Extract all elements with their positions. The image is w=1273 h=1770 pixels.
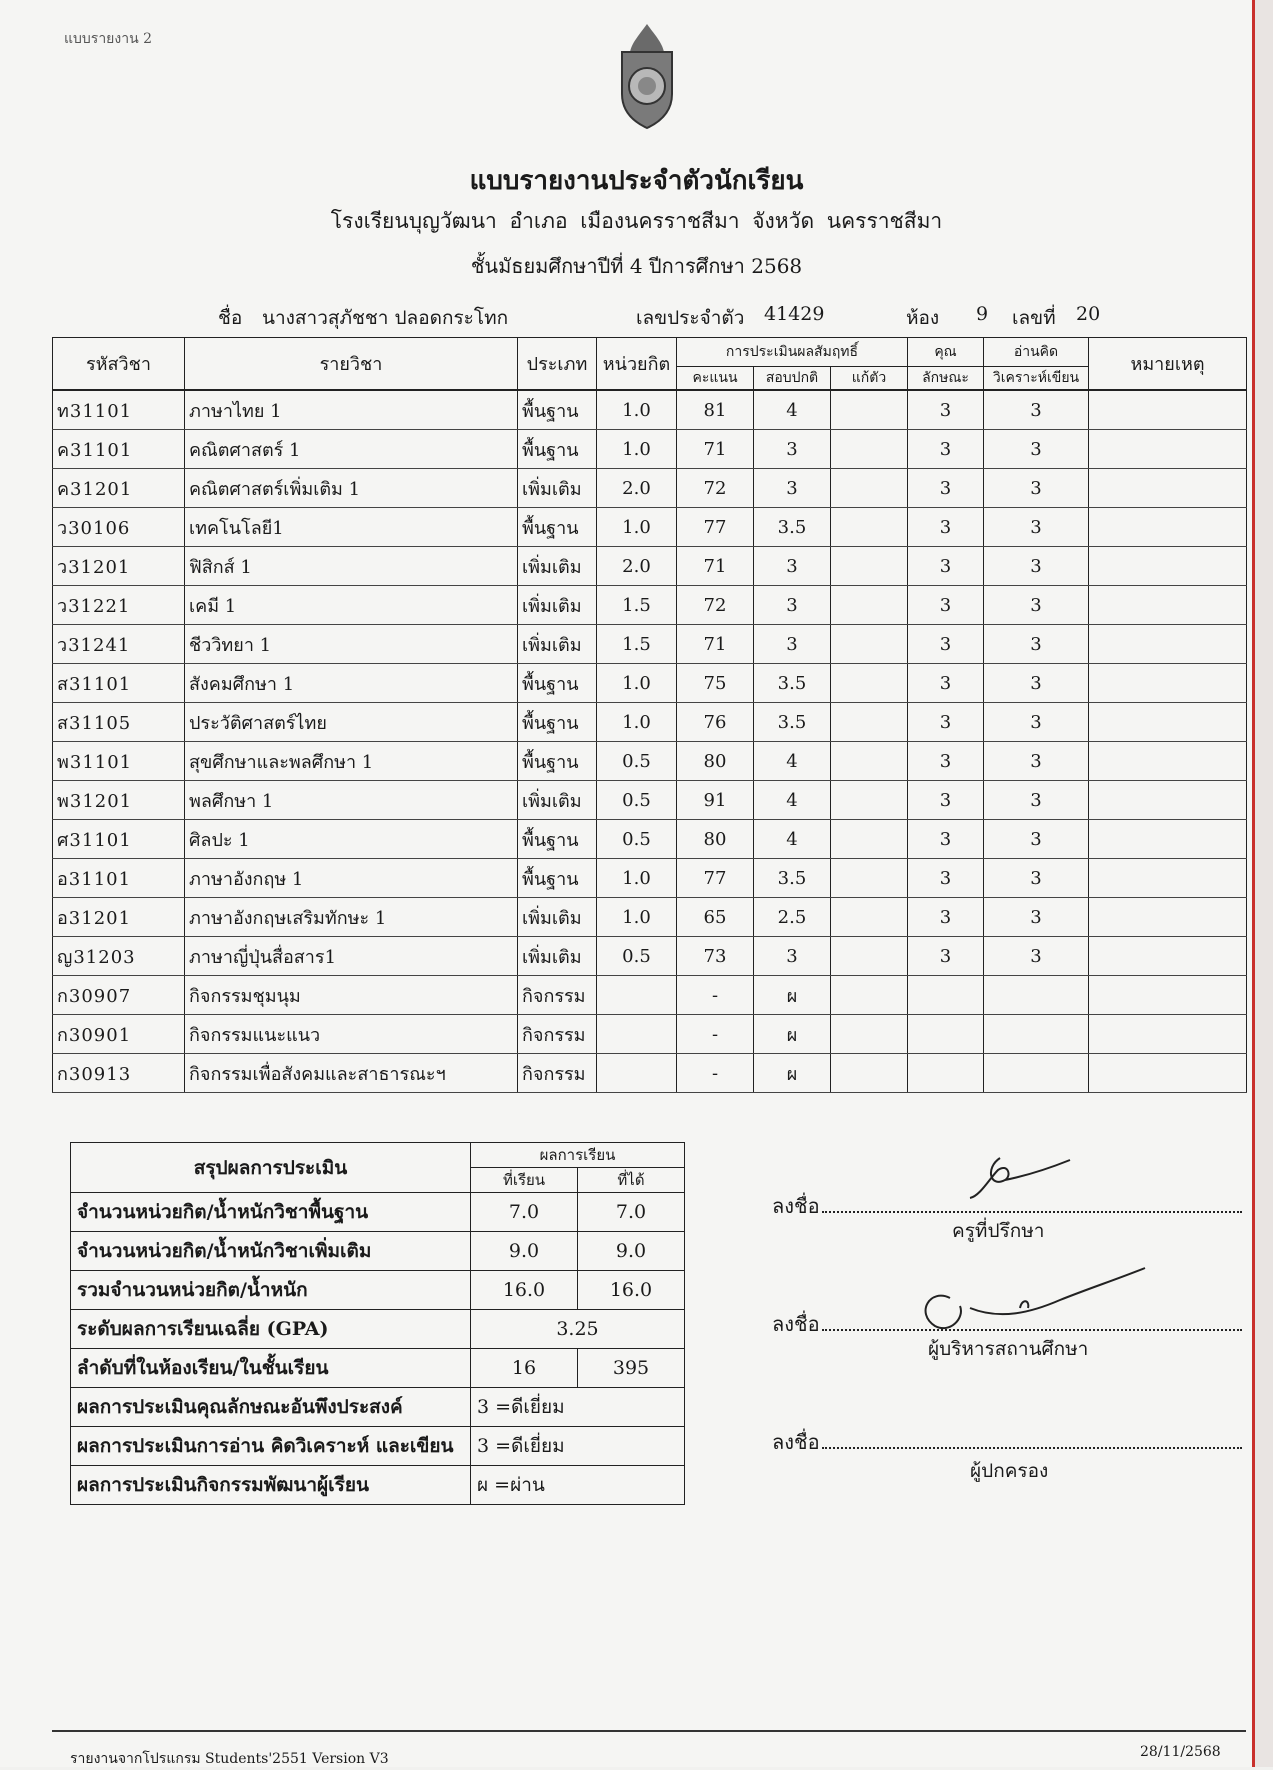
- cell-trait: 3: [908, 586, 984, 625]
- director-signature-mark: [910, 1258, 1150, 1338]
- cell-trait: [908, 1015, 984, 1054]
- student-name: นางสาวสุภัชชา ปลอดกระโทก: [262, 307, 509, 329]
- student-id-label: เลขประจำตัว: [636, 307, 745, 329]
- cell-remark: [1089, 820, 1247, 859]
- cell-type: พื้นฐาน: [518, 859, 597, 898]
- cell-grade: 4: [754, 390, 831, 430]
- cell-grade: ผ: [754, 976, 831, 1015]
- cell-type: เพิ่มเติม: [518, 586, 597, 625]
- cell-reading: 3: [984, 742, 1089, 781]
- cell-credit: 1.0: [597, 430, 677, 469]
- cell-type: เพิ่มเติม: [518, 898, 597, 937]
- cell-credit: 0.5: [597, 820, 677, 859]
- cell-code: ว31241: [53, 625, 185, 664]
- cell-score: 81: [677, 390, 754, 430]
- cell-credit: [597, 1015, 677, 1054]
- cell-reading: 3: [984, 390, 1089, 430]
- cell-type: พื้นฐาน: [518, 664, 597, 703]
- cell-reading: 3: [984, 820, 1089, 859]
- header-score: คะแนน: [677, 367, 754, 391]
- cell-grade: 3.5: [754, 703, 831, 742]
- cell-remark: [1089, 469, 1247, 508]
- gpa-label: ระดับผลการเรียนเฉลี่ย (GPA): [71, 1310, 471, 1349]
- cell-subject: ชีววิทยา 1: [185, 625, 518, 664]
- header-assessment: การประเมินผลสัมฤทธิ์: [677, 338, 908, 367]
- cell-trait: 3: [908, 547, 984, 586]
- result-header: ผลการเรียน: [471, 1143, 685, 1168]
- room-label: ห้อง: [906, 307, 940, 329]
- cell-type: เพิ่มเติม: [518, 937, 597, 976]
- cell-type: พื้นฐาน: [518, 742, 597, 781]
- cell-grade: 4: [754, 820, 831, 859]
- header-type: ประเภท: [518, 338, 597, 391]
- cell-trait: 3: [908, 781, 984, 820]
- table-row: [53, 781, 1247, 820]
- cell-reading: 3: [984, 898, 1089, 937]
- cell-code: พ31201: [53, 781, 185, 820]
- cell-score: 77: [677, 508, 754, 547]
- room-number: 9: [976, 303, 989, 325]
- parent-signature-line: [772, 1426, 1242, 1458]
- cell-code: ว31201: [53, 547, 185, 586]
- summary-row: [71, 1232, 685, 1271]
- cell-type: พื้นฐาน: [518, 508, 597, 547]
- cell-trait: 3: [908, 625, 984, 664]
- table-row: [53, 1015, 1247, 1054]
- cell-grade: 3: [754, 625, 831, 664]
- cell-remark: [1089, 859, 1247, 898]
- summary-row: [71, 1466, 685, 1505]
- cell-retest: [831, 1054, 908, 1093]
- cell-type: พื้นฐาน: [518, 390, 597, 430]
- trait-result-label: ผลการประเมินคุณลักษณะอันพึงประสงค์: [71, 1388, 471, 1427]
- cell-score: 73: [677, 937, 754, 976]
- cell-remark: [1089, 742, 1247, 781]
- basic-credit-earned: 7.0: [578, 1193, 685, 1232]
- summary-row: [71, 1349, 685, 1388]
- cell-remark: [1089, 781, 1247, 820]
- cell-reading: [984, 1054, 1089, 1093]
- basic-credit-label: จำนวนหน่วยกิต/น้ำหนักวิชาพื้นฐาน: [71, 1193, 471, 1232]
- cell-credit: 0.5: [597, 742, 677, 781]
- cell-reading: [984, 1015, 1089, 1054]
- cell-remark: [1089, 547, 1247, 586]
- earned-header: ที่ได้: [578, 1168, 685, 1193]
- cell-trait: 3: [908, 390, 984, 430]
- cell-reading: 3: [984, 469, 1089, 508]
- total-credit-earned: 16.0: [578, 1271, 685, 1310]
- rank-in-grade: 395: [578, 1349, 685, 1388]
- school-line: โรงเรียนบุญวัฒนา อำเภอ เมืองนครราชสีมา จังหวัด นครราชสีมา: [330, 209, 943, 233]
- cell-retest: [831, 1015, 908, 1054]
- cell-credit: [597, 1054, 677, 1093]
- cell-remark: [1089, 390, 1247, 430]
- header-trait-line1: คุณ: [934, 344, 957, 360]
- cell-reading: 3: [984, 547, 1089, 586]
- cell-type: เพิ่มเติม: [518, 547, 597, 586]
- cell-remark: [1089, 937, 1247, 976]
- cell-subject: ภาษาญี่ปุ่นสื่อสาร1: [185, 937, 518, 976]
- cell-type: พื้นฐาน: [518, 820, 597, 859]
- header-reading-line1: อ่านคิด: [1013, 344, 1059, 360]
- header-grade: สอบปกติ: [754, 367, 831, 391]
- cell-score: -: [677, 1015, 754, 1054]
- table-row: [53, 859, 1247, 898]
- table-row: [53, 430, 1247, 469]
- cell-credit: 1.0: [597, 664, 677, 703]
- cell-type: พื้นฐาน: [518, 430, 597, 469]
- cell-grade: 3: [754, 469, 831, 508]
- cell-score: 80: [677, 820, 754, 859]
- table-row: [53, 1054, 1247, 1093]
- cell-reading: 3: [984, 664, 1089, 703]
- table-row: [53, 625, 1247, 664]
- header-trait-line2: ลักษณะ: [908, 367, 984, 391]
- table-row: [53, 937, 1247, 976]
- cell-retest: [831, 430, 908, 469]
- cell-grade: 3.5: [754, 664, 831, 703]
- grade-year-line: ชั้นมัธยมศึกษาปีที่ 4 ปีการศึกษา 2568: [470, 254, 803, 278]
- cell-grade: 3: [754, 547, 831, 586]
- footer-program: รายงานจากโปรแกรม Students'2551 Version V3: [70, 1751, 389, 1767]
- footer-rule: [52, 1730, 1246, 1732]
- cell-type: เพิ่มเติม: [518, 781, 597, 820]
- cell-score: 80: [677, 742, 754, 781]
- cell-grade: 3.5: [754, 859, 831, 898]
- cell-grade: ผ: [754, 1015, 831, 1054]
- cell-credit: 2.0: [597, 469, 677, 508]
- cell-credit: 2.0: [597, 547, 677, 586]
- cell-score: -: [677, 976, 754, 1015]
- seat-number: 20: [1076, 303, 1101, 325]
- cell-trait: 3: [908, 859, 984, 898]
- header-code: รหัสวิชา: [53, 338, 185, 391]
- cell-type: กิจกรรม: [518, 1054, 597, 1093]
- header-trait: [908, 338, 984, 367]
- reading-result-value: 3 =ดีเยี่ยม: [471, 1427, 685, 1466]
- summary-row: [71, 1271, 685, 1310]
- cell-retest: [831, 898, 908, 937]
- cell-trait: 3: [908, 898, 984, 937]
- school-crest-icon: [612, 22, 682, 132]
- cell-subject: สุขศึกษาและพลศึกษา 1: [185, 742, 518, 781]
- cell-retest: [831, 859, 908, 898]
- cell-trait: 3: [908, 664, 984, 703]
- cell-score: 91: [677, 781, 754, 820]
- cell-score: 71: [677, 625, 754, 664]
- cell-trait: 3: [908, 703, 984, 742]
- cell-subject: เคมี 1: [185, 586, 518, 625]
- cell-code: ส31101: [53, 664, 185, 703]
- cell-remark: [1089, 625, 1247, 664]
- signature-dots: [822, 1429, 1242, 1449]
- cell-code: ก30913: [53, 1054, 185, 1093]
- cell-trait: 3: [908, 742, 984, 781]
- cell-remark: [1089, 1054, 1247, 1093]
- cell-code: พ31101: [53, 742, 185, 781]
- cell-subject: กิจกรรมแนะแนว: [185, 1015, 518, 1054]
- cell-score: 65: [677, 898, 754, 937]
- table-row: [53, 703, 1247, 742]
- extra-credit-studied: 9.0: [471, 1232, 578, 1271]
- cell-grade: ผ: [754, 1054, 831, 1093]
- header-credit: หน่วยกิต: [597, 338, 677, 391]
- header-reading: [984, 338, 1089, 367]
- cell-code: ว31221: [53, 586, 185, 625]
- cell-reading: 3: [984, 430, 1089, 469]
- cell-reading: 3: [984, 625, 1089, 664]
- cell-trait: 3: [908, 820, 984, 859]
- cell-credit: [597, 976, 677, 1015]
- cell-retest: [831, 664, 908, 703]
- cell-code: อ31101: [53, 859, 185, 898]
- cell-subject: กิจกรรมชุมนุม: [185, 976, 518, 1015]
- cell-retest: [831, 820, 908, 859]
- summary-table: [70, 1142, 685, 1505]
- summary-row: [71, 1427, 685, 1466]
- extra-credit-label: จำนวนหน่วยกิต/น้ำหนักวิชาเพิ่มเติม: [71, 1232, 471, 1271]
- cell-retest: [831, 781, 908, 820]
- cell-trait: 3: [908, 508, 984, 547]
- cell-retest: [831, 976, 908, 1015]
- header-retest: แก้ตัว: [831, 367, 908, 391]
- cell-credit: 1.0: [597, 703, 677, 742]
- advisor-signature-mark: [950, 1148, 1080, 1208]
- table-row: [53, 390, 1247, 430]
- cell-trait: [908, 976, 984, 1015]
- cell-reading: 3: [984, 859, 1089, 898]
- cell-code: ญ31203: [53, 937, 185, 976]
- summary-row: [71, 1193, 685, 1232]
- total-credit-studied: 16.0: [471, 1271, 578, 1310]
- seat-number-label: เลขที่: [1012, 307, 1056, 329]
- cell-trait: 3: [908, 937, 984, 976]
- cell-credit: 1.0: [597, 898, 677, 937]
- header-subject: รายวิชา: [185, 338, 518, 391]
- cell-retest: [831, 508, 908, 547]
- table-row: [53, 742, 1247, 781]
- table-row: [53, 820, 1247, 859]
- table-row: [53, 469, 1247, 508]
- cell-score: 72: [677, 586, 754, 625]
- cell-reading: [984, 976, 1089, 1015]
- cell-grade: 3: [754, 937, 831, 976]
- student-name-label: ชื่อ: [218, 307, 243, 329]
- cell-credit: 0.5: [597, 937, 677, 976]
- cell-grade: 3: [754, 430, 831, 469]
- cell-retest: [831, 742, 908, 781]
- advisor-caption: ครูที่ปรึกษา: [952, 1220, 1045, 1242]
- cell-reading: 3: [984, 703, 1089, 742]
- cell-subject: สังคมศึกษา 1: [185, 664, 518, 703]
- sign-label: ลงชื่อ: [772, 1312, 820, 1336]
- cell-credit: 1.0: [597, 859, 677, 898]
- extra-credit-earned: 9.0: [578, 1232, 685, 1271]
- cell-remark: [1089, 664, 1247, 703]
- rank-label: ลำดับที่ในห้องเรียน/ในชั้นเรียน: [71, 1349, 471, 1388]
- cell-score: 71: [677, 430, 754, 469]
- sign-label: ลงชื่อ: [772, 1430, 820, 1454]
- cell-reading: 3: [984, 781, 1089, 820]
- table-row: [53, 898, 1247, 937]
- parent-caption: ผู้ปกครอง: [970, 1460, 1049, 1482]
- cell-code: ก30901: [53, 1015, 185, 1054]
- sign-label: ลงชื่อ: [772, 1194, 820, 1218]
- cell-retest: [831, 703, 908, 742]
- table-row: [53, 508, 1247, 547]
- cell-subject: ภาษาอังกฤษ 1: [185, 859, 518, 898]
- cell-code: ก30907: [53, 976, 185, 1015]
- cell-remark: [1089, 586, 1247, 625]
- cell-remark: [1089, 976, 1247, 1015]
- grades-table: [52, 337, 1247, 1093]
- cell-score: -: [677, 1054, 754, 1093]
- cell-retest: [831, 469, 908, 508]
- footer-date: 28/11/2568: [1140, 1744, 1221, 1760]
- director-caption: ผู้บริหารสถานศึกษา: [928, 1338, 1089, 1360]
- summary-title: สรุปผลการประเมิน: [71, 1143, 471, 1193]
- cell-subject: ประวัติศาสตร์ไทย: [185, 703, 518, 742]
- cell-grade: 3: [754, 586, 831, 625]
- cell-reading: 3: [984, 586, 1089, 625]
- cell-type: เพิ่มเติม: [518, 625, 597, 664]
- cell-subject: ภาษาอังกฤษเสริมทักษะ 1: [185, 898, 518, 937]
- cell-remark: [1089, 430, 1247, 469]
- cell-score: 76: [677, 703, 754, 742]
- cell-score: 71: [677, 547, 754, 586]
- cell-remark: [1089, 898, 1247, 937]
- form-code: แบบรายงาน 2: [64, 31, 153, 47]
- cell-retest: [831, 625, 908, 664]
- cell-score: 77: [677, 859, 754, 898]
- cell-remark: [1089, 1015, 1247, 1054]
- summary-row: [71, 1310, 685, 1349]
- cell-remark: [1089, 703, 1247, 742]
- header-remark: หมายเหตุ: [1089, 338, 1247, 391]
- table-row: [53, 586, 1247, 625]
- cell-credit: 0.5: [597, 781, 677, 820]
- activity-result-label: ผลการประเมินกิจกรรมพัฒนาผู้เรียน: [71, 1466, 471, 1505]
- cell-type: เพิ่มเติม: [518, 469, 597, 508]
- cell-retest: [831, 937, 908, 976]
- gpa-value: 3.25: [471, 1310, 685, 1349]
- summary-row: [71, 1388, 685, 1427]
- cell-code: ว30106: [53, 508, 185, 547]
- cell-subject: ศิลปะ 1: [185, 820, 518, 859]
- reading-result-label: ผลการประเมินการอ่าน คิดวิเคราะห์ และเขียน: [71, 1427, 471, 1466]
- cell-type: กิจกรรม: [518, 976, 597, 1015]
- cell-credit: 1.0: [597, 390, 677, 430]
- cell-code: ท31101: [53, 390, 185, 430]
- cell-retest: [831, 547, 908, 586]
- cell-grade: 3.5: [754, 508, 831, 547]
- cell-credit: 1.5: [597, 625, 677, 664]
- table-row: [53, 547, 1247, 586]
- cell-credit: 1.0: [597, 508, 677, 547]
- cell-code: อ31201: [53, 898, 185, 937]
- cell-retest: [831, 586, 908, 625]
- activity-result-value: ผ =ผ่าน: [471, 1466, 685, 1505]
- cell-subject: เทคโนโลยี1: [185, 508, 518, 547]
- cell-grade: 4: [754, 742, 831, 781]
- table-row: [53, 976, 1247, 1015]
- cell-trait: 3: [908, 469, 984, 508]
- cell-type: กิจกรรม: [518, 1015, 597, 1054]
- cell-remark: [1089, 508, 1247, 547]
- cell-score: 72: [677, 469, 754, 508]
- trait-result-value: 3 =ดีเยี่ยม: [471, 1388, 685, 1427]
- cell-reading: 3: [984, 508, 1089, 547]
- studied-header: ที่เรียน: [471, 1168, 578, 1193]
- cell-subject: คณิตศาสตร์เพิ่มเติม 1: [185, 469, 518, 508]
- total-credit-label: รวมจำนวนหน่วยกิต/น้ำหนัก: [71, 1271, 471, 1310]
- report-title: แบบรายงานประจำตัวนักเรียน: [469, 166, 804, 196]
- table-row: [53, 664, 1247, 703]
- cell-reading: 3: [984, 937, 1089, 976]
- cell-score: 75: [677, 664, 754, 703]
- student-id: 41429: [764, 303, 825, 325]
- cell-code: ส31105: [53, 703, 185, 742]
- cell-trait: 3: [908, 430, 984, 469]
- cell-credit: 1.5: [597, 586, 677, 625]
- cell-code: ค31101: [53, 430, 185, 469]
- cell-retest: [831, 390, 908, 430]
- cell-subject: พลศึกษา 1: [185, 781, 518, 820]
- cell-grade: 2.5: [754, 898, 831, 937]
- cell-subject: คณิตศาสตร์ 1: [185, 430, 518, 469]
- cell-subject: ภาษาไทย 1: [185, 390, 518, 430]
- rank-in-room: 16: [471, 1349, 578, 1388]
- cell-code: ค31201: [53, 469, 185, 508]
- cell-code: ศ31101: [53, 820, 185, 859]
- cell-subject: ฟิสิกส์ 1: [185, 547, 518, 586]
- header-reading-line2: วิเคราะห์เขียน: [984, 367, 1089, 391]
- cell-type: พื้นฐาน: [518, 703, 597, 742]
- cell-subject: กิจกรรมเพื่อสังคมและสาธารณะฯ: [185, 1054, 518, 1093]
- basic-credit-studied: 7.0: [471, 1193, 578, 1232]
- cell-trait: [908, 1054, 984, 1093]
- cell-grade: 4: [754, 781, 831, 820]
